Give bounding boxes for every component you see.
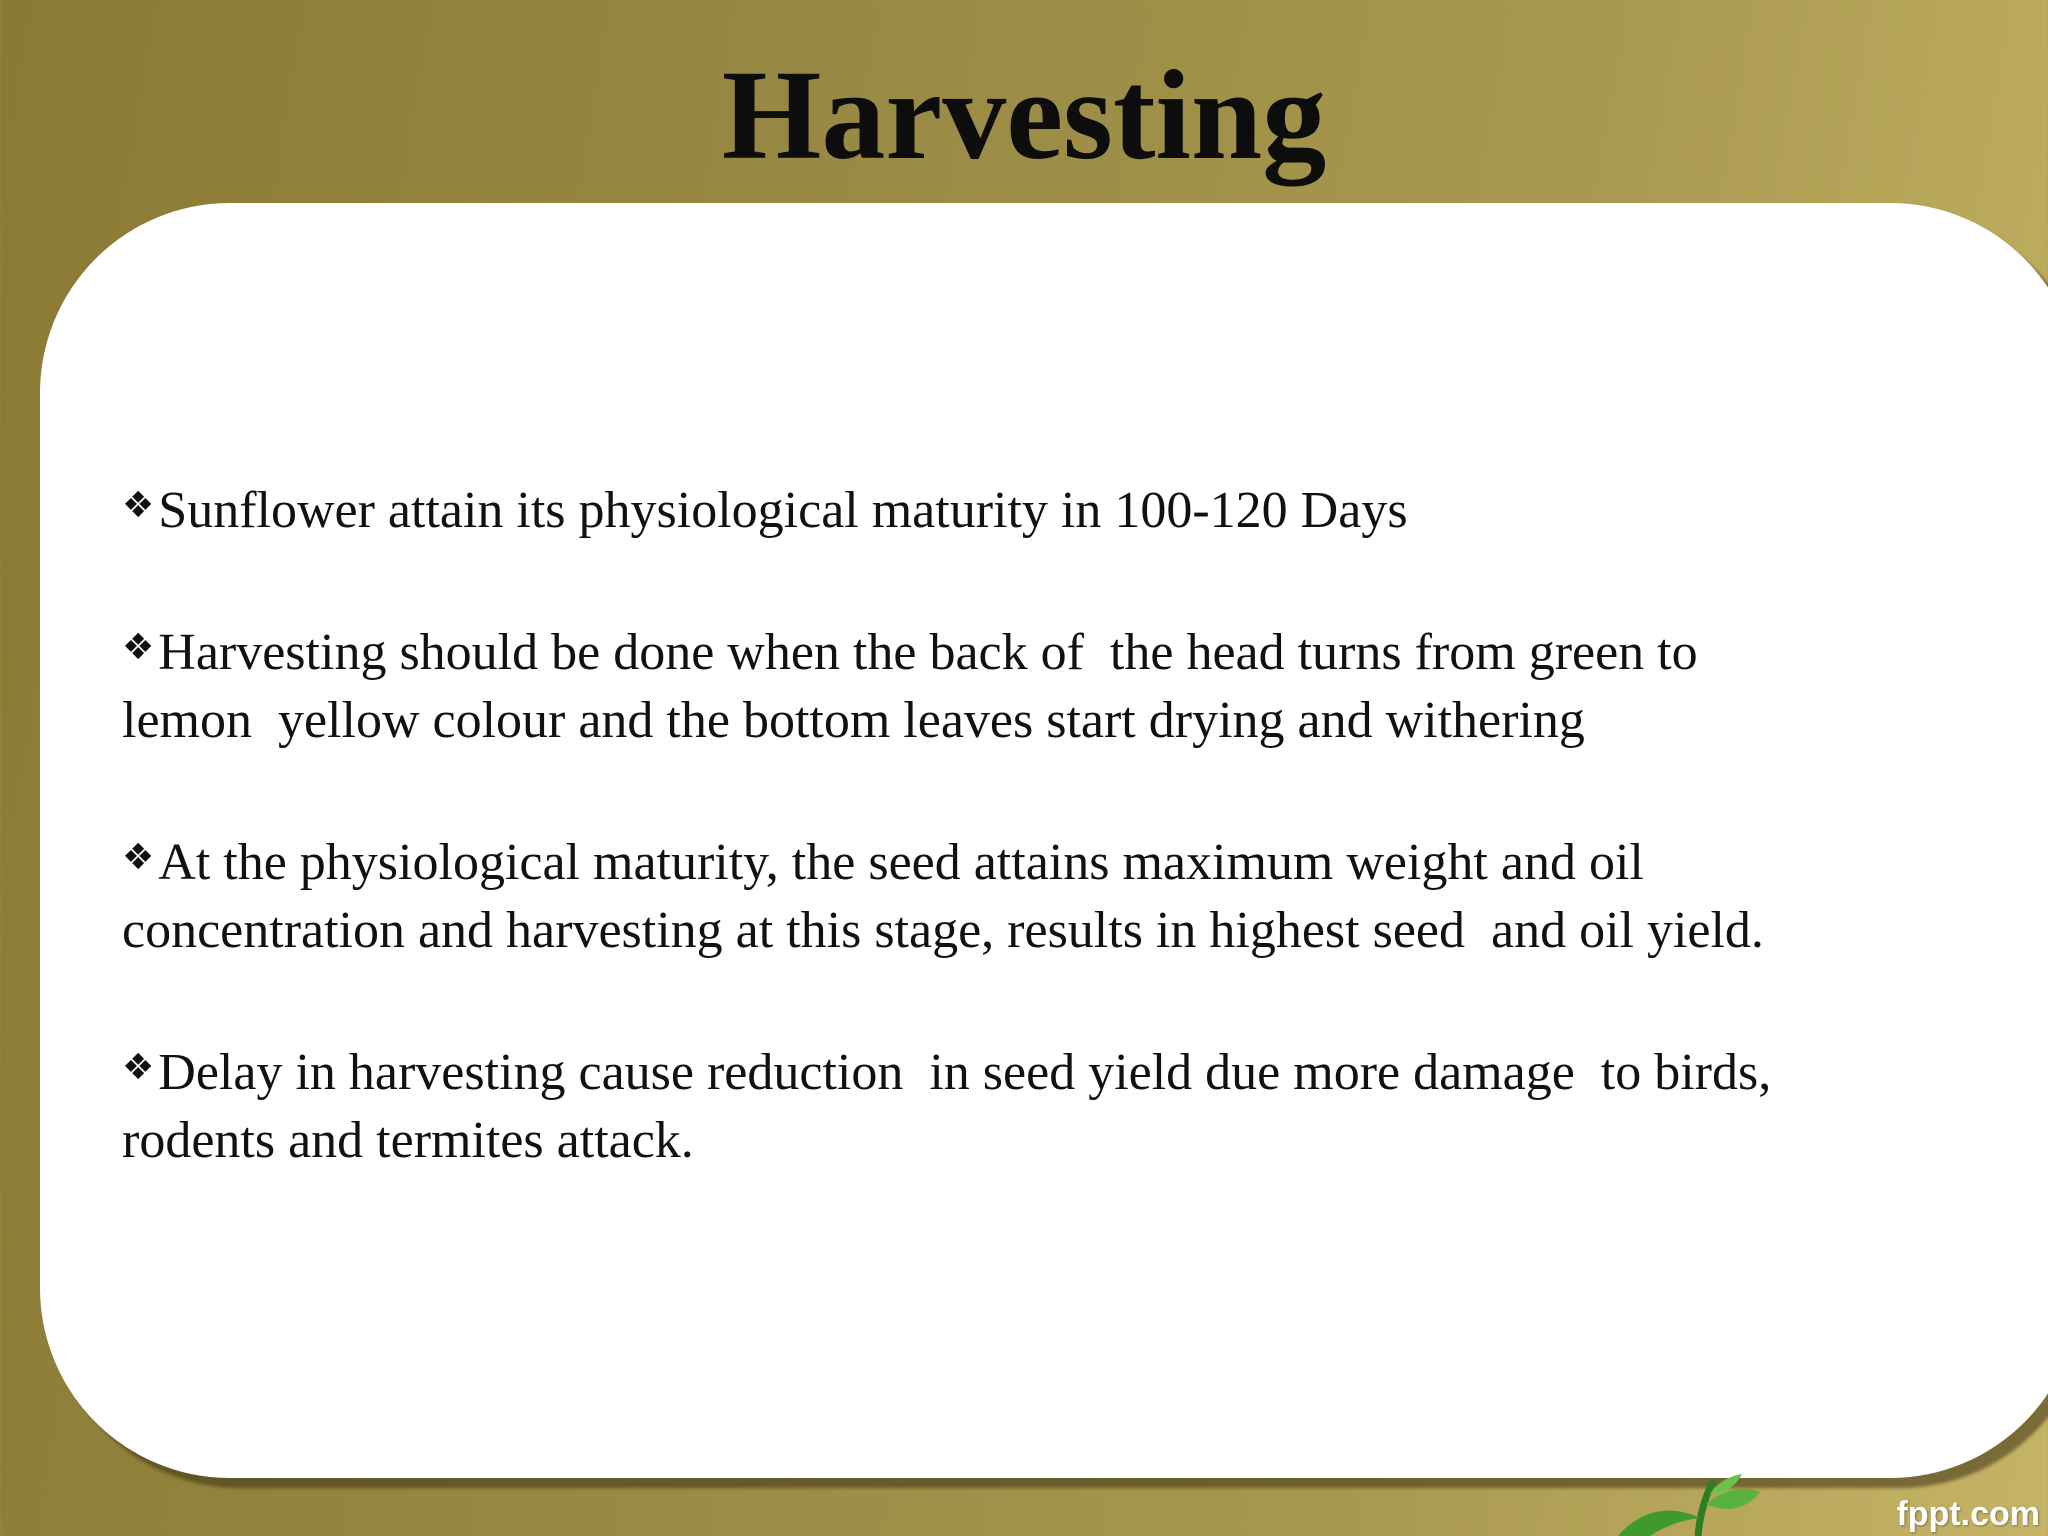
bullet-text: Harvesting should be done when the back of the head turns from green to lemon yellow colour and the bottom leaves start drying and withering: [122, 624, 1698, 749]
bullet-item: [122, 614, 1992, 755]
bullet-text: At the physiological maturity, the seed attains maximum weight and oil concentration and harvesting at this stage, results in highest seed and oil yield.: [122, 834, 1764, 959]
diamond-bullet-icon: ❖: [122, 837, 155, 878]
diamond-bullet-icon: ❖: [122, 627, 155, 668]
slide-title: Harvesting: [721, 44, 1327, 186]
bullet-item: [122, 824, 1992, 965]
bullet-list: [122, 472, 1992, 1244]
bullet-text: Delay in harvesting cause reduction in seed yield due more damage to birds, rodents and termites attack.: [122, 1044, 1772, 1169]
plant-sprout-icon: [1610, 1474, 1760, 1536]
bullet-item: [122, 1034, 1992, 1175]
bullet-text: Sunflower attain its physiological maturity in 100-120 Days: [158, 482, 1408, 539]
diamond-bullet-icon: ❖: [122, 485, 155, 526]
fppt-watermark: fppt.com: [1896, 1495, 2040, 1533]
bullet-item: [122, 472, 1992, 545]
diamond-bullet-icon: ❖: [122, 1047, 155, 1088]
